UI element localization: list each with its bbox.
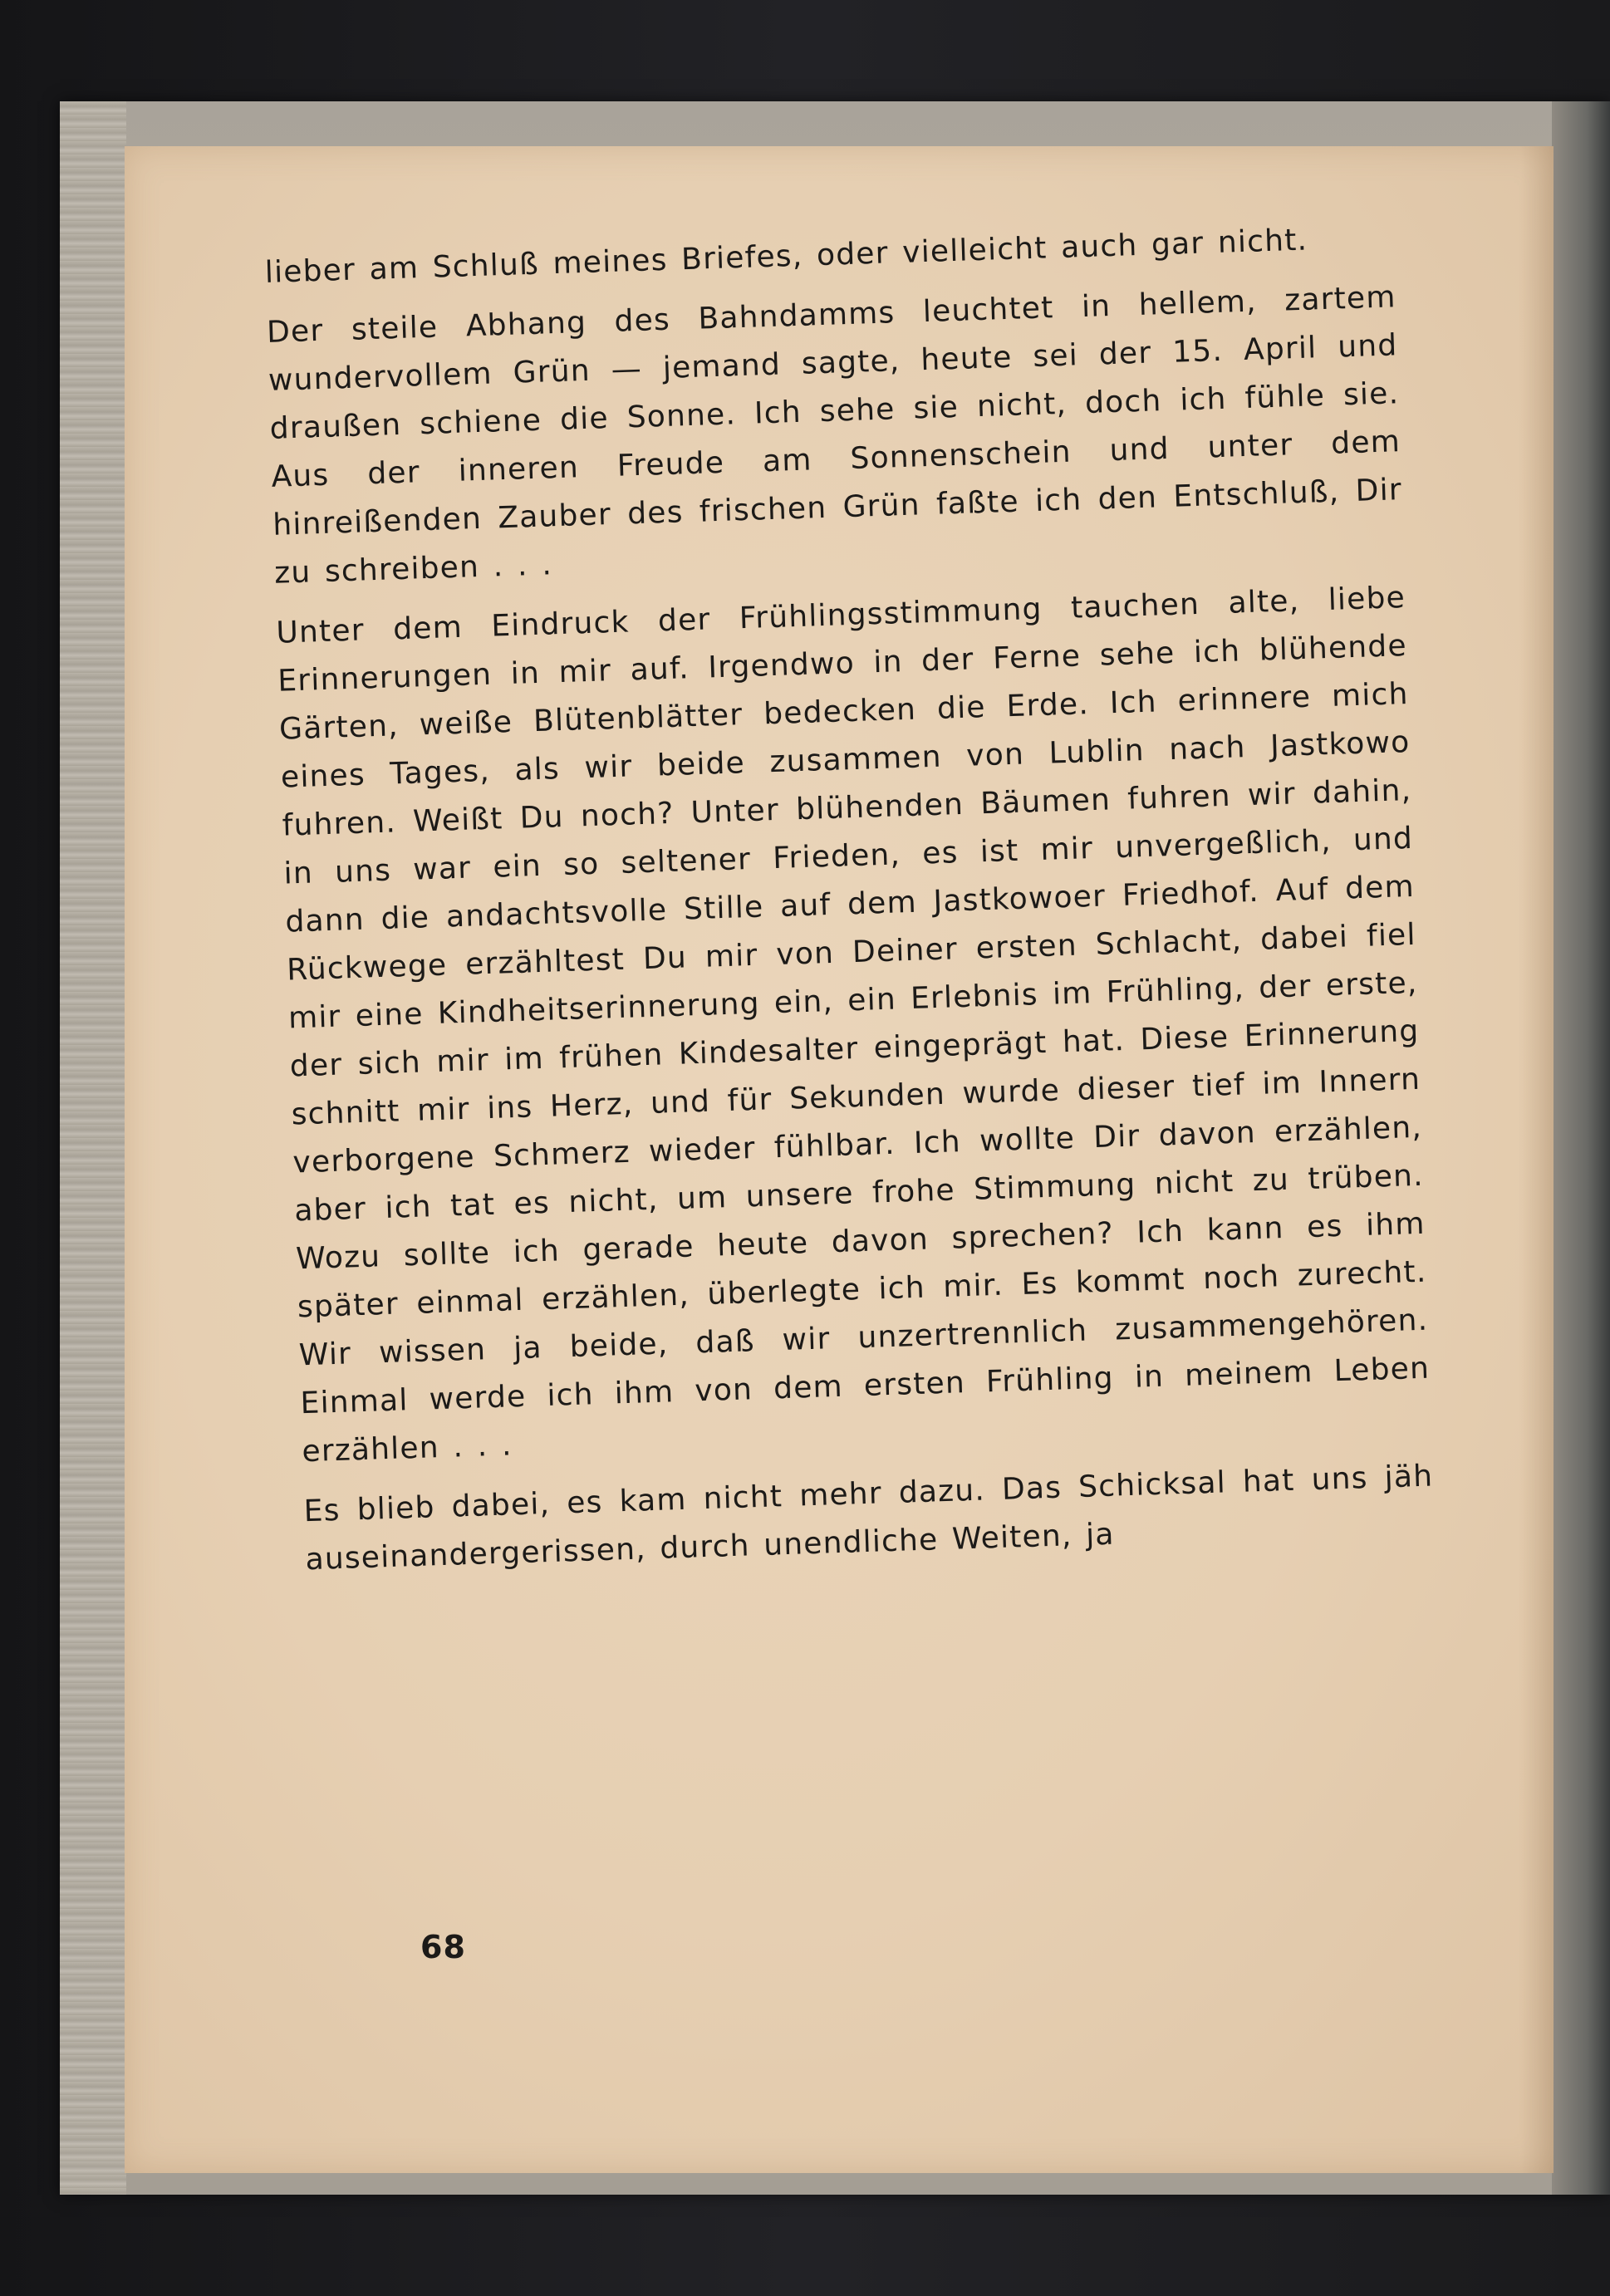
page-number: 68 (420, 1929, 466, 1965)
page-shadow (1520, 146, 1554, 2173)
cover-spine-edge (60, 101, 126, 2195)
paragraph-1: lieber am Schluß meines Briefes, oder vielleicht auch gar nicht. (264, 223, 1308, 290)
cover-right-edge (1552, 101, 1610, 2195)
paragraph-3: Unter dem Eindruck der Frühlingsstimmung tauchen alte, liebe Erinnerungen in mir auf. Irgendwo in der Ferne sehe ich blühende Gärten, weiße Blütenblätter bedecken die Erde. Ich erinnere mich eines Tages, als wir beide zusammen von Lublin nach Jastkowo fuhren. Weißt Du noch? Unter blühenden Bäumen fuhren wir dahin, in uns war ein so seltener Frieden, es ist mir unvergeßlich, und dann die andachtsvolle Stille auf dem Jastkowoer Friedhof. Auf dem Rückwege erzähltest Du mir von Deiner ersten Schlacht, dabei fiel mir eine Kindheitserinnerung ein, ein Erlebnis im Frühling, der erste, der sich mir im frühen Kindesalter eingeprägt hat. Diese Erinnerung schnitt mir ins Herz, und für Sekunden wurde dieser tief im Innern verborgene Schmerz wieder fühlbar. Ich wollte Dir davon erzählen, aber ich tat es nicht, um unsere frohe Stimmung nicht zu trüben. Wozu sollte ich gerade heute davon sprechen? Ich kann es ihm später einmal erzählen, überlegte ich mir. Es kommt noch zurecht. Wir wissen ja beide, daß wir unzertrennlich zusammengehören. Einmal werde ich ihm von dem ersten Frühling in meinem Leben erzählen . . . (275, 581, 1431, 1469)
page-text (264, 213, 1436, 1596)
paragraph-2: Der steile Abhang des Bahndamms leuchtet in hellem, zartem wundervollem Grün — jemand sagte, heute sei der 15. April und draußen schiene die Sonne. Ich sehe sie nicht, doch ich fühle sie. Aus der inneren Freude am Sonnenschein und unter dem hinreißenden Zauber des frischen Grün faßte ich den Entschluß, Dir zu schreiben . . . (266, 280, 1403, 591)
paragraph-4: Es blieb dabei, es kam nicht mehr dazu. Das Schicksal hat uns jäh auseinandergerissen, durch unendliche Weiten, ja (303, 1459, 1434, 1577)
